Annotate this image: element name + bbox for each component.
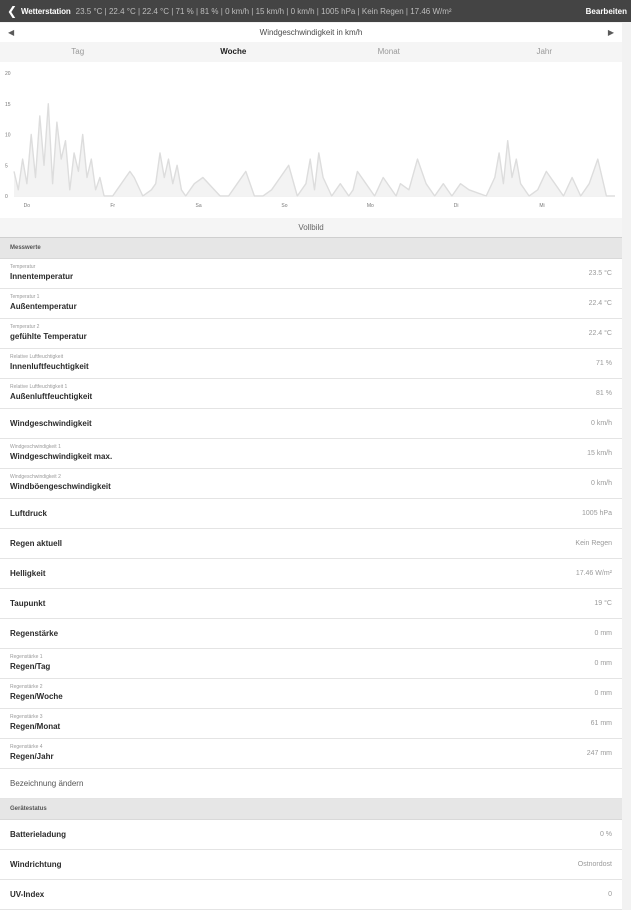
measurement-row[interactable] [0, 559, 622, 589]
top-bar [0, 0, 631, 22]
measurement-name: Regen aktuell [10, 539, 63, 548]
y-tick-label: 0 [5, 194, 8, 200]
measurement-row[interactable] [0, 709, 622, 739]
x-tick-label: Di [453, 203, 459, 209]
rename-label: Bezeichnung ändern [10, 779, 84, 788]
x-tick-label: Fr [110, 203, 116, 209]
measurement-name: Innentemperatur [10, 272, 74, 281]
measurement-value: 0 km/h [590, 420, 612, 427]
measurement-sublabel: Windgeschwindigkeit 2 [10, 474, 61, 480]
measurement-row[interactable] [0, 739, 622, 769]
x-tick-label: Do [23, 203, 31, 209]
measurement-row[interactable] [0, 469, 622, 499]
measurement-value: 23.5 °C [588, 270, 612, 277]
measurement-value: 22.4 °C [588, 330, 612, 337]
status-value: Ostnordost [577, 861, 612, 868]
status-name: UV-Index [10, 890, 45, 899]
wind-chart-svg [0, 62, 622, 218]
status-value: 0 % [599, 831, 612, 838]
measurement-sublabel: Temperatur 2 [10, 324, 40, 330]
measurement-value: 22.4 °C [588, 300, 612, 307]
measurement-sublabel: Regenstärke 4 [10, 744, 43, 750]
tab-tag[interactable]: Tag [71, 47, 85, 56]
measurement-row[interactable] [0, 619, 622, 649]
series-area [14, 104, 615, 196]
tab-monat[interactable]: Monat [377, 47, 400, 56]
y-tick-label: 5 [5, 163, 8, 170]
y-tick-label: 15 [5, 101, 11, 108]
measurement-sublabel: Windgeschwindigkeit 1 [10, 444, 61, 450]
measurement-value: 0 mm [594, 660, 612, 667]
measurement-value: 19 °C [594, 600, 612, 607]
measurement-name: Außentemperatur [10, 302, 77, 311]
device-status-list [0, 820, 622, 910]
measurement-row[interactable] [0, 439, 622, 469]
measurement-sublabel: Regenstärke 2 [10, 684, 43, 690]
measurement-sublabel: Temperatur [10, 264, 36, 270]
measurement-name: Regen/Monat [10, 722, 61, 731]
measurement-value: 81 % [596, 390, 612, 397]
measurement-sublabel: Relative Luftfeuchtigkeit [10, 354, 64, 360]
series-line [14, 104, 615, 196]
x-tick-label: Sa [195, 203, 202, 209]
tab-woche[interactable]: Woche [220, 47, 247, 56]
fullscreen-button[interactable]: Vollbild [0, 218, 622, 238]
rename-row[interactable] [0, 769, 622, 799]
values-summary: 23.5 °C | 22.4 °C | 22.4 °C | 71 % | 81 % | 0 km/h | 15 km/h | 0 km/h | 1005 hPa | Kein Regen | 17.46 W/m² [75, 6, 452, 16]
x-tick-label: So [281, 203, 288, 209]
measurement-row[interactable] [0, 589, 622, 619]
measurement-row[interactable] [0, 649, 622, 679]
measurement-list [0, 259, 622, 769]
status-name: Windrichtung [10, 860, 62, 869]
status-name: Batterieladung [10, 830, 67, 839]
measurement-row[interactable] [0, 679, 622, 709]
y-tick-label: 10 [5, 132, 11, 139]
x-tick-label: Mi [539, 203, 545, 209]
measurement-row[interactable] [0, 259, 622, 289]
chart-header [0, 23, 622, 42]
measurement-name: Außenluftfeuchtigkeit [10, 392, 93, 401]
status-row[interactable] [0, 850, 622, 880]
triangle-right-icon[interactable]: ▶ [607, 28, 614, 37]
measurement-value: 0 km/h [590, 480, 612, 487]
section-measurements: Messwerte [0, 238, 622, 259]
status-row[interactable] [0, 820, 622, 850]
measurement-name: gefühlte Temperatur [10, 332, 87, 341]
section-device-status: Gerätestatus [0, 799, 622, 820]
measurement-value: 0 mm [594, 630, 612, 637]
wind-chart [0, 62, 622, 218]
measurement-name: Regen/Woche [10, 692, 63, 701]
x-tick-label: Mo [366, 203, 374, 209]
measurement-name: Windgeschwindigkeit [10, 419, 92, 428]
measurement-value: 247 mm [586, 750, 612, 757]
status-value: 0 [608, 891, 612, 898]
chart-title: Windgeschwindigkeit in km/h [259, 28, 363, 37]
measurement-sublabel: Relative Luftfeuchtigkeit 1 [10, 384, 68, 390]
measurement-value: 71 % [596, 360, 612, 367]
measurement-name: Taupunkt [10, 599, 46, 608]
measurement-value: 61 mm [590, 720, 612, 727]
measurement-name: Regen/Tag [10, 662, 51, 671]
tab-jahr[interactable]: Jahr [536, 47, 553, 56]
measurement-row[interactable] [0, 499, 622, 529]
measurement-row[interactable] [0, 289, 622, 319]
measurement-name: Innenluftfeuchtigkeit [10, 362, 89, 371]
measurement-name: Helligkeit [10, 569, 46, 578]
edit-button[interactable]: Bearbeiten [585, 6, 627, 16]
measurement-value: 1005 hPa [582, 510, 612, 517]
measurement-value: 17.46 W/m² [575, 570, 612, 577]
measurement-value: 0 mm [594, 690, 612, 697]
measurement-row[interactable] [0, 409, 622, 439]
measurement-name: Luftdruck [10, 509, 47, 518]
measurement-row[interactable] [0, 529, 622, 559]
device-title: Wetterstation [21, 6, 71, 16]
chevron-left-icon[interactable]: ❮ [7, 4, 18, 18]
measurement-sublabel: Regenstärke 3 [10, 714, 43, 720]
main-content [0, 23, 622, 910]
measurement-name: Regen/Jahr [10, 752, 54, 761]
measurement-name: Windgeschwindigkeit max. [10, 452, 113, 461]
measurement-value: Kein Regen [575, 540, 612, 547]
measurement-row[interactable] [0, 349, 622, 379]
triangle-left-icon[interactable]: ◀ [8, 28, 15, 37]
measurement-sublabel: Temperatur 1 [10, 294, 40, 300]
measurement-name: Regenstärke [10, 629, 59, 638]
measurement-row[interactable] [0, 379, 622, 409]
measurement-name: Windböengeschwindigkeit [10, 482, 111, 491]
measurement-row[interactable] [0, 319, 622, 349]
measurement-value: 15 km/h [587, 450, 612, 457]
y-tick-label: 20 [5, 71, 11, 77]
period-tabs [0, 42, 622, 62]
status-row[interactable] [0, 880, 622, 910]
measurement-sublabel: Regenstärke 1 [10, 654, 43, 660]
